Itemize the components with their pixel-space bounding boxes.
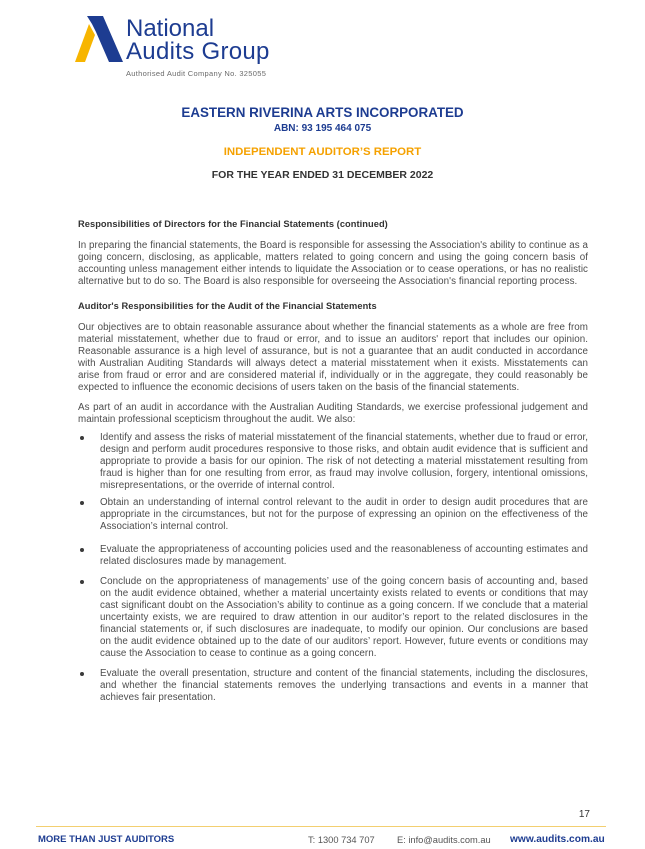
list-item [78, 576, 588, 660]
national-audits-logo-icon [75, 16, 123, 62]
list-item-text: Evaluate the appropriateness of accounting policies used and the reasonableness of accounting estimates and related disclosures made by management. [100, 544, 588, 567]
directors-paragraph: In preparing the financial statements, the Board is responsible for assessing the Association's ability to continue as a going concern, disclosing, as applicable, matters related to going concern and using the going concern basis of accounting unless management either intends to liquidate the Association or to cease operations, or has no realistic alternative but to do so. The Board is also responsible for overseeing the Association's financial reporting process. [78, 240, 588, 287]
list-item [78, 432, 588, 492]
entity-abn: ABN: 93 195 464 075 [273, 123, 372, 134]
list-item-text: Conclude on the appropriateness of managements’ use of the going concern basis of accounting and, based on the audit evidence obtained, whether a material uncertainty exists related to events or conditions that may cast significant doubt on the Association’s ability to continue as a going concern. If we conclude that a material uncertainty exists, we are required to draw attention in our auditor’s report to the related disclosures in the financial statements or, if such disclosures are inadequate, to modify our opinion. Our conclusions are based on the audit evidence obtained up to the date of our auditors’ report. However, future events or conditions may cause the Association to cease to continue as a going concern. [100, 576, 588, 659]
bullet-icon [80, 548, 84, 552]
bullet-icon [80, 672, 84, 676]
report-title: INDEPENDENT AUDITOR’S REPORT [223, 146, 422, 158]
logo-name-line2: Audits Group [126, 38, 270, 65]
logo-tagline: Authorised Audit Company No. 325055 [126, 69, 267, 78]
logo-left-stroke [75, 24, 95, 62]
bullet-icon [80, 501, 84, 505]
report-period: FOR THE YEAR ENDED 31 DECEMBER 2022 [211, 169, 434, 181]
list-item-text: Evaluate the overall presentation, structure and content of the financial statements, including the disclosures, and whether the financial statements removes the underlying transactions and events in a manner that achieves fair presentation. [100, 668, 588, 703]
auditor-bullet-list [78, 432, 588, 704]
bullet-icon [80, 580, 84, 584]
auditor-section-heading: Auditor's Responsibilities for the Audit of the Financial Statements [78, 301, 377, 311]
page-number: 17 [578, 809, 590, 820]
auditor-intro-paragraph: As part of an audit in accordance with the Australian Auditing Standards, we exercise professional judgement and maintain professional scepticism throughout the audit. We also: [78, 402, 588, 425]
list-item-text: Obtain an understanding of internal control relevant to the audit in order to design audit procedures that are appropriate in the circumstances, but not for the purpose of expressing an opinion on the effectiveness of the Association’s internal control. [100, 497, 588, 532]
list-item [78, 668, 588, 704]
list-item [78, 544, 588, 568]
footer-phone: T: 1300 734 707 [308, 835, 375, 845]
report-body [78, 218, 588, 704]
list-item [78, 497, 588, 533]
bullet-icon [80, 436, 84, 440]
auditor-objectives-paragraph: Our objectives are to obtain reasonable assurance about whether the financial statements as a whole are free from material misstatement, whether due to fraud or error, and to issue an auditors' report that includes our opinion. Reasonable assurance is a high level of assurance, but is not a guarantee that an audit conducted in accordance with Australian Auditing Standards will always detect a material misstatement when it exists. Misstatements can arise from fraud or error and are considered material if, individually or in the aggregate, they could reasonably be expected to influence the economic decisions of users taken on the basis of the financial statements. [78, 322, 588, 393]
entity-name: EASTERN RIVERINA ARTS INCORPORATED [181, 105, 464, 120]
footer-slogan: MORE THAN JUST AUDITORS [38, 834, 175, 845]
logo-name-line1: National [126, 15, 215, 42]
footer-divider [36, 826, 606, 827]
footer-email: E: info@audits.com.au [397, 835, 491, 845]
list-item-text: Identify and assess the risks of material misstatement of the financial statements, whether due to fraud or error, design and perform audit procedures responsive to those risks, and obtain audit evidence that is sufficient and appropriate to provide a basis for our opinion. The risk of not detecting a material misstatement resulting from fraud is higher than for one resulting from error, as fraud may involve collusion, forgery, intentional omissions, misrepresentations, or the override of internal control. [100, 432, 588, 491]
footer-website: www.audits.com.au [510, 834, 605, 845]
directors-section-heading: Responsibilities of Directors for the Financial Statements (continued) [78, 219, 388, 229]
